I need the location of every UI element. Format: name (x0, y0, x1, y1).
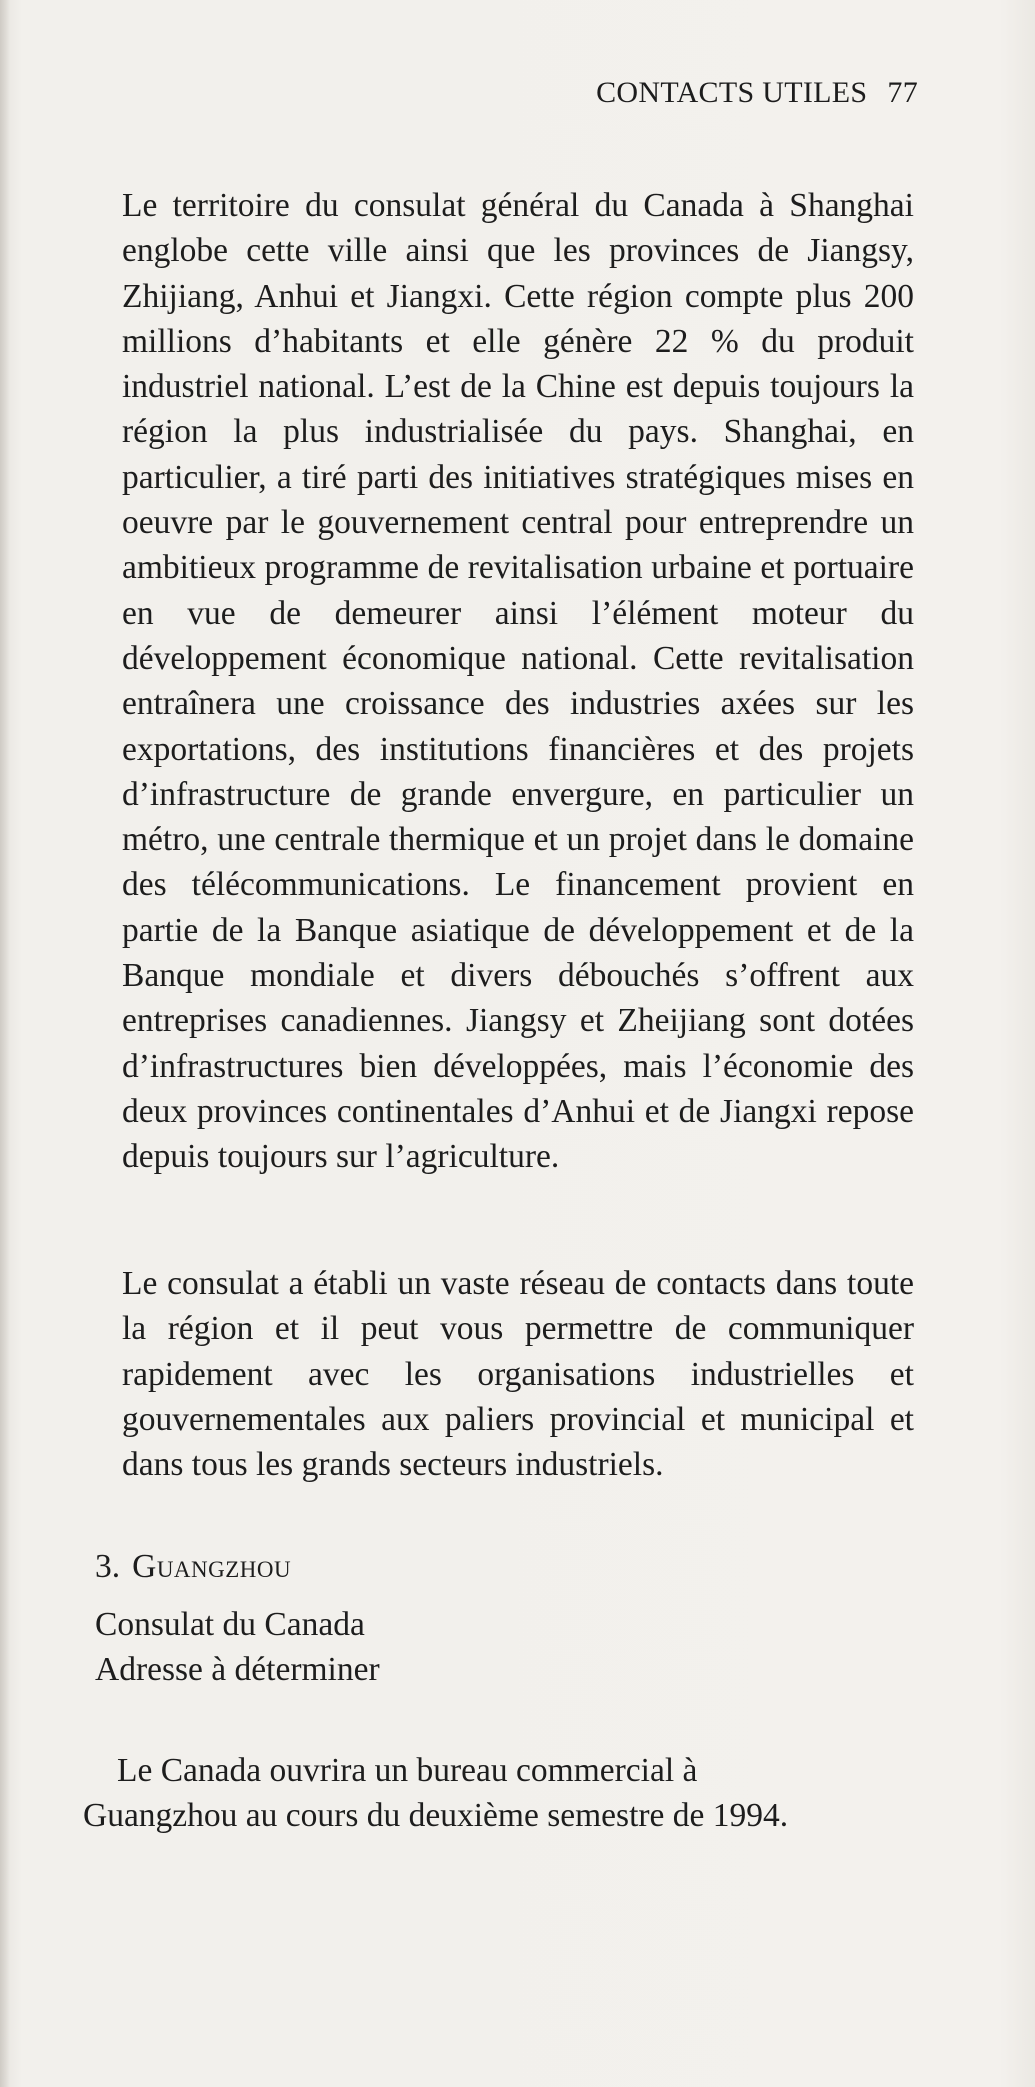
section-heading (95, 1548, 291, 1586)
closing-line: Guangzhou au cours du deuxième semestre de 1994. (83, 1797, 789, 1835)
section-title: Guangzhou (132, 1548, 292, 1585)
address-line: Consulat du Canada (95, 1606, 365, 1643)
paragraph-text: Le territoire du consulat général du Canada à Shanghai englobe cette ville ainsi que les provinces de Jiangsy, Zhijiang, Anhui et Jiangxi. Cette région compte plus 200 millions d’habitants et elle génère 22 % du produit industriel national. L’est de la Chine est depuis toujours la région la plus industrialisée du pays. Shanghai, en particulier, a tiré parti des initiatives stratégiques mises en oeuvre par le gouvernement central pour entreprendre un ambitieux programme de revitalisation urbaine et portuaire en vue de demeurer ainsi l’élément moteur du développement économique national. Cette revitalisation entraînera une croissance des industries axées sur les exportations, des institutions financières et des projets d’infrastructure de grande envergure, en particulier un métro, une centrale thermique et un projet dans le domaine des télécommunications. Le financement provient en partie de la Banque asiatique de développement et de la Banque mondiale et divers débouchés s’offrent aux entreprises canadiennes. Jiangsy et Zheijiang sont dotées d’infrastructures bien développées, mais l’économie des deux provinces continentales d’Anhui et de Jiangxi repose depuis toujours sur l’agriculture. (122, 187, 914, 1176)
paragraph-text: Le consulat a établi un vaste réseau de contacts dans toute la région et il peut vous permettre de communiquer rapidement avec les organisations industrielles et gouvernementales aux paliers provincial et municipal et dans tous les grands secteurs industriels. (122, 1265, 914, 1484)
closing-line: Le Canada ouvrira un bureau commercial à (117, 1752, 698, 1789)
body-paragraph-shanghai (122, 183, 914, 1180)
page-gutter-shadow (0, 0, 10, 2087)
address-block (95, 1602, 380, 1692)
running-header (596, 76, 918, 110)
closing-paragraph (83, 1748, 919, 1839)
section-number: 3. (95, 1548, 121, 1585)
running-header-title: CONTACTS UTILES (596, 76, 868, 109)
address-line: Adresse à déterminer (95, 1651, 380, 1688)
body-paragraph-consulate-network (122, 1261, 914, 1487)
page-number: 77 (887, 76, 918, 109)
